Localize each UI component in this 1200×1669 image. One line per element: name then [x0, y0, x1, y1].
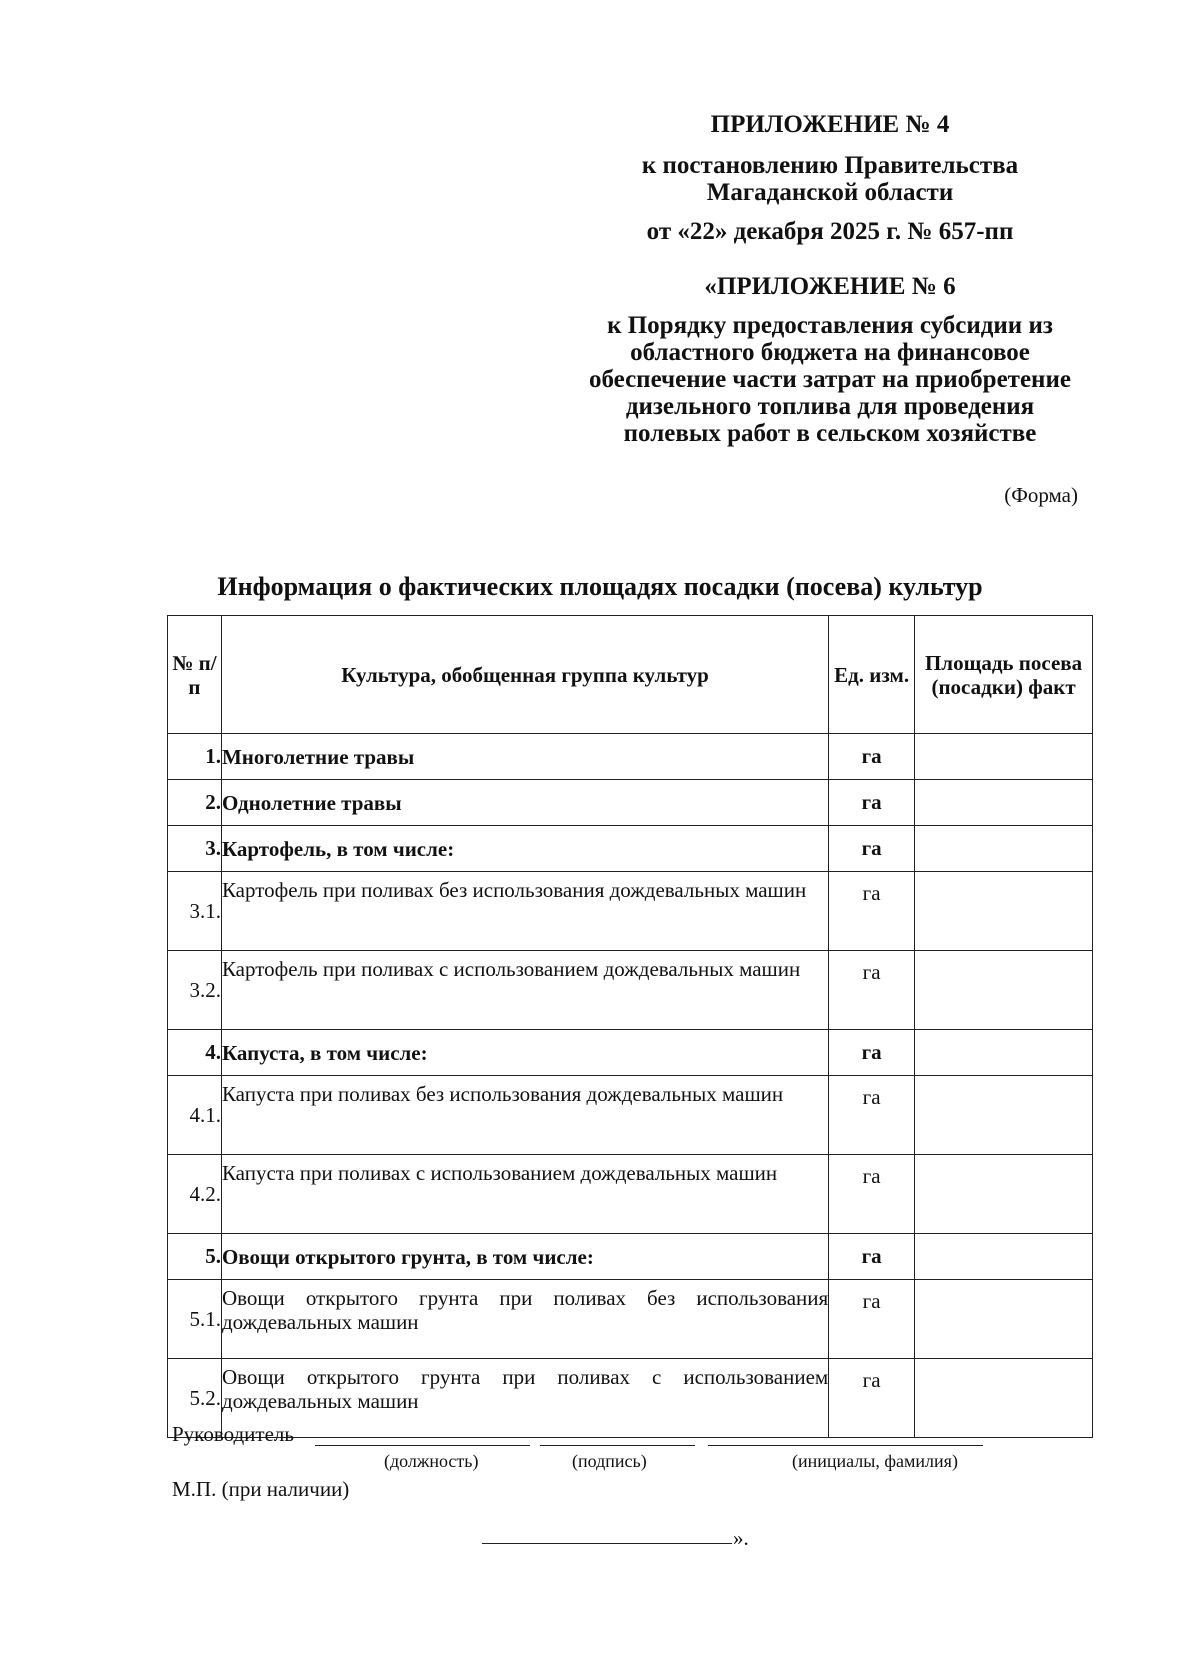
area-value [915, 951, 1093, 1030]
crop-name: Картофель при поливах без использования дождевальных машин [221, 872, 828, 951]
crop-name: Картофель при поливах с использованием дождевальных машин [221, 951, 828, 1030]
unit: га [829, 1155, 915, 1234]
table-row [168, 734, 1093, 780]
row-number: 4.1. [168, 1076, 222, 1155]
row-number: 4.2. [168, 1155, 222, 1234]
row-number: 3.1. [168, 872, 222, 951]
stamp-label: М.П. (при наличии) [172, 1477, 350, 1501]
document-title: Информация о фактических площадях посадки (посева) культур [217, 572, 983, 601]
position-caption: (должность) [384, 1451, 479, 1471]
table-body [168, 734, 1093, 1438]
row-number: 1. [168, 734, 222, 780]
header-area: Площадь посева (посадки) факт [915, 616, 1093, 734]
area-value [915, 1155, 1093, 1234]
table-row [168, 1280, 1093, 1359]
signature-line [540, 1445, 695, 1446]
unit: га [829, 872, 915, 951]
unit: га [829, 1234, 915, 1280]
area-value [915, 734, 1093, 780]
position-line [315, 1445, 530, 1446]
table-row [168, 1234, 1093, 1280]
crop-name: Капуста при поливах без использования дождевальных машин [221, 1076, 828, 1155]
unit: га [829, 951, 915, 1030]
unit: га [829, 1076, 915, 1155]
annex-4-title: ПРИЛОЖЕНИЕ № 4 [710, 111, 950, 138]
row-number: 4. [168, 1030, 222, 1076]
unit: га [829, 780, 915, 826]
table-row [168, 1155, 1093, 1234]
row-number: 5.2. [168, 1359, 222, 1438]
area-value [915, 1076, 1093, 1155]
signature-caption: (подпись) [572, 1451, 647, 1471]
header-unit: Ед. изм. [829, 616, 915, 734]
crop-name: Овощи открытого грунта при поливах без использования дождевальных машин [221, 1280, 828, 1359]
area-value [915, 826, 1093, 872]
form-label: (Форма) [1004, 483, 1078, 507]
crop-name: Однолетние травы [221, 780, 828, 826]
unit: га [829, 826, 915, 872]
closing-mark: ». [733, 1526, 749, 1550]
name-caption: (инициалы, фамилия) [792, 1451, 958, 1471]
name-line [708, 1445, 983, 1446]
unit: га [829, 1030, 915, 1076]
unit: га [829, 1280, 915, 1359]
unit: га [829, 1359, 915, 1438]
unit: га [829, 734, 915, 780]
crop-name: Картофель, в том числе: [221, 826, 828, 872]
annex-4-reference: к постановлению Правительства Магаданской области [641, 152, 1019, 206]
table-row [168, 1359, 1093, 1438]
table-row [168, 951, 1093, 1030]
row-number: 3.2. [168, 951, 222, 1030]
area-value [915, 1030, 1093, 1076]
crop-name: Капуста, в том числе: [221, 1030, 828, 1076]
crop-name: Овощи открытого грунта при поливах с использованием дождевальных машин [221, 1359, 828, 1438]
crop-area-table [167, 615, 1093, 1438]
area-value [915, 780, 1093, 826]
annex-6-reference: к Порядку предоставления субсидии из областного бюджета на финансовое обеспечение части затрат на приобретение дизельного топлива для проведения полевых работ в сельском хозяйстве [589, 312, 1071, 447]
area-value [915, 1280, 1093, 1359]
area-value [915, 1234, 1093, 1280]
table-row [168, 780, 1093, 826]
row-number: 2. [168, 780, 222, 826]
crop-name: Многолетние травы [221, 734, 828, 780]
table-row [168, 872, 1093, 951]
row-number: 5. [168, 1234, 222, 1280]
area-value [915, 872, 1093, 951]
header-num: № п/п [168, 616, 222, 734]
table-row [168, 1076, 1093, 1155]
area-value [915, 1359, 1093, 1438]
head-label: Руководитель [172, 1422, 294, 1446]
annex-4-date: от «22» декабря 2025 г. № 657-пп [646, 218, 1014, 245]
crop-name: Капуста при поливах с использованием дождевальных машин [221, 1155, 828, 1234]
header-crop: Культура, обобщенная группа культур [221, 616, 828, 734]
annex-6-title: «ПРИЛОЖЕНИЕ № 6 [704, 273, 956, 300]
table-row [168, 1030, 1093, 1076]
row-number: 3. [168, 826, 222, 872]
row-number: 5.1. [168, 1280, 222, 1359]
closing-line [482, 1543, 732, 1544]
table-row [168, 826, 1093, 872]
crop-name: Овощи открытого грунта, в том числе: [221, 1234, 828, 1280]
